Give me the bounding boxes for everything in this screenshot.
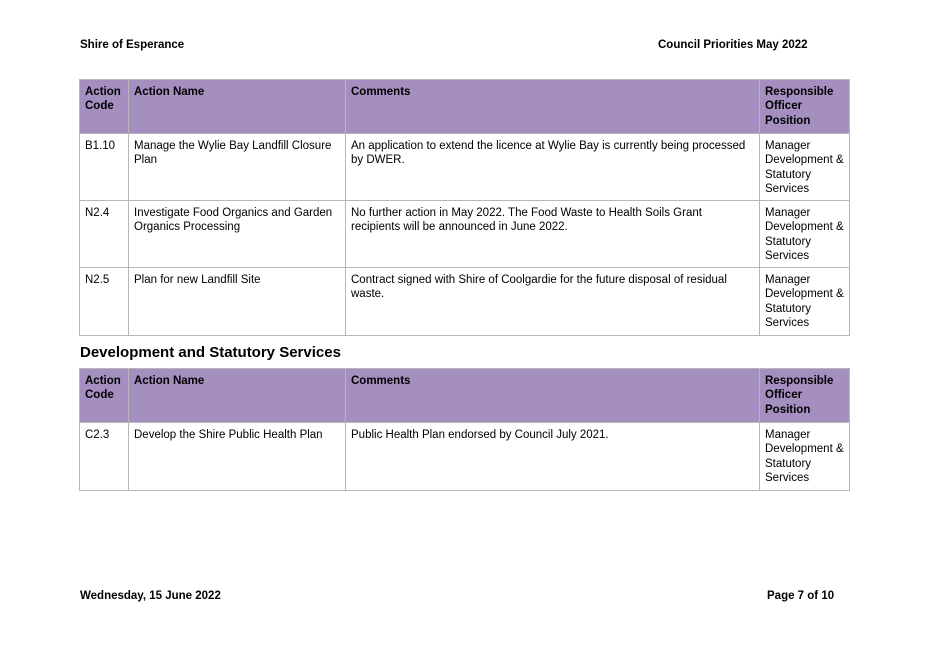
table-header-row xyxy=(80,80,850,134)
actions-table-waste xyxy=(79,79,850,336)
header-organisation: Shire of Esperance xyxy=(80,39,185,51)
action-code: N2.5 xyxy=(80,268,129,336)
column-header-comments: Comments xyxy=(346,369,760,423)
table-row xyxy=(80,134,850,201)
section-heading: Development and Statutory Services xyxy=(80,344,341,361)
action-code: N2.4 xyxy=(80,201,129,268)
responsible-officer: Manager Development & Statutory Services xyxy=(760,423,850,491)
column-header-responsible-officer: Responsible Officer Position xyxy=(760,80,850,134)
action-name: Develop the Shire Public Health Plan xyxy=(129,423,346,491)
column-header-action-name: Action Name xyxy=(129,369,346,423)
column-header-action-code: Action Code xyxy=(80,80,129,134)
action-comments: Contract signed with Shire of Coolgardie for the future disposal of residual waste. xyxy=(346,268,760,336)
actions-table-development xyxy=(79,368,850,491)
footer-date: Wednesday, 15 June 2022 xyxy=(80,590,221,602)
column-header-action-name: Action Name xyxy=(129,80,346,134)
table-row xyxy=(80,201,850,268)
column-header-responsible-officer: Responsible Officer Position xyxy=(760,369,850,423)
responsible-officer: Manager Development & Statutory Services xyxy=(760,268,850,336)
action-name: Plan for new Landfill Site xyxy=(129,268,346,336)
column-header-action-code: Action Code xyxy=(80,369,129,423)
footer-page-number: Page 7 of 10 xyxy=(767,590,835,602)
header-document-title: Council Priorities May 2022 xyxy=(658,39,808,51)
action-comments: No further action in May 2022. The Food Waste to Health Soils Grant recipients will be announced in June 2022. xyxy=(346,201,760,268)
responsible-officer: Manager Development & Statutory Services xyxy=(760,134,850,201)
action-code: B1.10 xyxy=(80,134,129,201)
action-comments: Public Health Plan endorsed by Council July 2021. xyxy=(346,423,760,491)
action-name: Investigate Food Organics and Garden Organics Processing xyxy=(129,201,346,268)
table-row xyxy=(80,268,850,336)
table-header-row xyxy=(80,369,850,423)
column-header-comments: Comments xyxy=(346,80,760,134)
table-row xyxy=(80,423,850,491)
action-name: Manage the Wylie Bay Landfill Closure Plan xyxy=(129,134,346,201)
action-code: C2.3 xyxy=(80,423,129,491)
responsible-officer: Manager Development & Statutory Services xyxy=(760,201,850,268)
action-comments: An application to extend the licence at Wylie Bay is currently being processed by DWER. xyxy=(346,134,760,201)
